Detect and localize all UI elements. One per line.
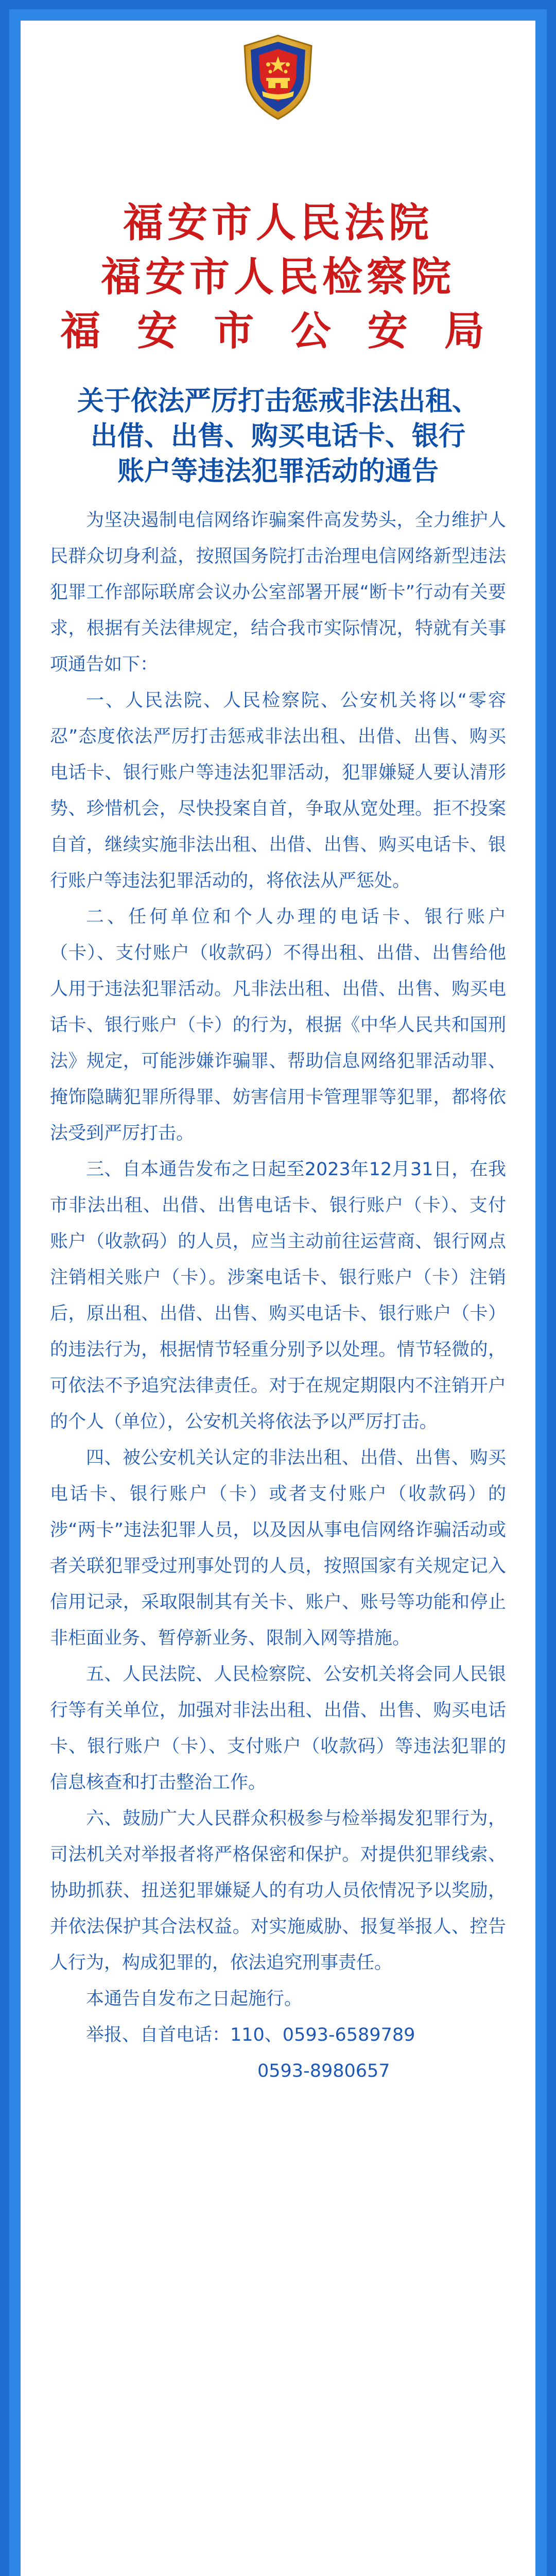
paragraph-4: 四、被公安机关认定的非法出租、出借、出售、购买电话卡、银行账户（卡）或者支付账户（收款码）的涉“两卡”违法犯罪人员，以及因从事电信网络诈骗活动或者关联犯罪受过刑事处罚的人员，按照国家有关规定记入信用记录，采取限制其有关卡、账户、账号等功能和停止非柜面业务、暂停新业务、限制入网等措施。 <box>50 1448 506 1649</box>
agency-procuratorate: 福安市人民检察院 <box>100 253 455 300</box>
notice-title <box>41 384 515 489</box>
hotline-label: 举报、自首电话：110、0593-6589789 <box>86 2025 415 2045</box>
paragraph-3: 三、自本通告发布之日起至2023年12月31日，在我市非法出租、出借、出售电话卡、银行账户（卡）、支付账户（收款码）的人员，应当主动前往运营商、银行网点注销相关账户（卡）。涉案电话卡、银行账户（卡）注销后，原出租、出借、出售、购买电话卡、银行账户（卡）的违法行为，根据情节轻重分别予以处理。情节轻微的，可依法不予追究法律责任。对于在规定期限内不注销开户的个人（单位），公安机关将依法予以严厉打击。 <box>50 1159 506 1432</box>
paragraph-2: 二、任何单位和个人办理的电话卡、银行账户（卡）、支付账户（收款码）不得出租、出借、出售给他人用于违法犯罪活动。凡非法出租、出借、出售、购买电话卡、银行账户（卡）的行为，根据《中华人民共和国刑法》规定，可能涉嫌诈骗罪、帮助信息网络犯罪活动罪、掩饰隐瞒犯罪所得罪、妨害信用卡管理罪等犯罪，都将依法受到严厉打击。 <box>50 907 506 1144</box>
agency-police: 福 安 市 公 安 局 <box>60 308 496 354</box>
title-line: 账户等违法犯罪活动的通告 <box>117 455 439 487</box>
paragraph-5: 五、人民法院、人民检察院、公安机关将会同人民银行等有关单位，加强对非法出租、出借、出售、购买电话卡、银行账户（卡）、支付账户（收款码）等违法犯罪的信息核查和打击整治工作。 <box>50 1664 506 1793</box>
notice-body <box>50 502 506 2089</box>
paragraph-6: 六、鼓励广大人民群众积极参与检举揭发犯罪行为，司法机关对举报者将严格保密和保护。对提供犯罪线索、协助抓获、扭送犯罪嫌疑人的有功人员依情况予以奖励，并依法保护其合法权益。对实施威胁、报复举报人、控告人行为，构成犯罪的，依法追究刑事责任。 <box>50 1808 506 1973</box>
police-emblem-icon <box>239 33 317 121</box>
issuing-agencies-header <box>21 196 535 358</box>
title-line: 关于依法严厉打击惩戒非法出租、 <box>77 385 479 417</box>
hotline-second-number: 0593-8980657 <box>257 2061 390 2081</box>
paragraph-effective: 本通告自发布之日起施行。 <box>86 1989 303 2009</box>
paragraph-intro: 为坚决遏制电信网络诈骗案件高发势头，全力维护人民群众切身利益，按照国务院打击治理电信网络新型违法犯罪工作部际联席会议办公室部署开展“断卡”行动有关要求，根据有关法律规定，结合我市实际情况，特就有关事项通告如下： <box>50 510 506 675</box>
hotline-block <box>50 2017 506 2089</box>
notice-paper <box>21 21 535 2576</box>
paragraph-1: 一、人民法院、人民检察院、公安机关将以“零容忍”态度依法严厉打击惩戒非法出租、出借、出售、购买电话卡、银行账户等违法犯罪活动，犯罪嫌疑人要认清形势、珍惜机会，尽快投案自首，争取从宽处理。拒不投案自首，继续实施非法出租、出借、出售、购买电话卡、银行账户等违法犯罪活动的，将依法从严惩处。 <box>50 690 506 891</box>
agency-court: 福安市人民法院 <box>123 199 433 246</box>
title-line: 出借、出售、购买电话卡、银行 <box>90 420 465 452</box>
